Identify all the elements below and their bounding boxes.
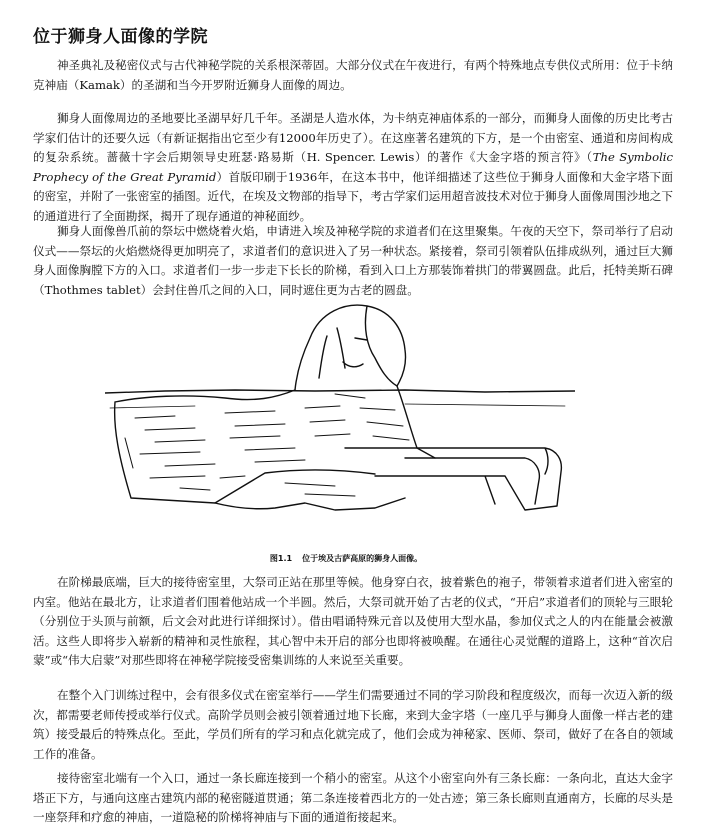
- sphinx-head: [295, 305, 406, 390]
- figure-label: 图1.1: [269, 554, 293, 563]
- figure-caption-text: 位于埃及古萨高原的狮身人面像。: [302, 554, 423, 563]
- paragraph-1: 神圣典礼及秘密仪式与古代神秘学院的关系根深蒂固。大部分仪式在午夜进行，有两个特殊地点专供仪式所用：位于卡纳克神庙（Kamak）的圣湖和当今开罗附近狮身人面像的周边。: [33, 58, 673, 92]
- body-texture: [125, 394, 409, 496]
- paragraph-2: [33, 109, 673, 227]
- page-title: 位于狮身人面像的学院: [33, 27, 208, 47]
- horizon-line: [105, 390, 575, 393]
- paragraph-3: 狮身人面像兽爪前的祭坛中燃烧着火焰，申请进入埃及神秘学院的求道者们在这里聚集。午夜的天空下，祭司举行了启动仪式——祭坛的火焰燃烧得更加明亮了，求道者们的意识进入了另一种状态。紧接着，祭司引领着队伍排成纵列，通过巨大狮身人面像胸膛下方的入口。求道者们一步一步走下长长的阶梯，看到入口上方那装饰着拱门的带翼圆盘。此后，托特美斯石碑（Thothmes tablet）会封住兽爪之间的入口，同时遮住更为古老的圆盘。: [33, 224, 673, 297]
- paragraph-2-text-a: 狮身人面像周边的圣地要比圣湖早好几千年。圣湖是人造水体，为卡纳克神庙体系的一部分，而狮身人面像的历史比考古学家们估计的还要久远（有新证据指出它至少有12000年历史了）。在这座著名建筑的下方，是一个由密室、通道和房间构成的复杂系统。蔷薇十字会后期领导史班瑟·路易斯（H. Spencer. Lewis）的著作《大金字塔的预言符》（: [33, 111, 673, 165]
- paragraph-6: 接待密室北端有一个入口，通过一条长廊连接到一个稍小的密室。从这个小密室向外有三条长廊：一条向北，直达大金字塔正下方，与通向这座古建筑内部的秘密隧道贯通；第二条连接着西北方的一处古迹；第三条长廊则直通南方，长廊的尽头是一座祭拜和疗愈的神庙，一道隐秘的阶梯将神庙与下面的通道衔接起来。: [33, 771, 673, 825]
- paragraph-5: 在整个入门训练过程中，会有很多仪式在密室举行——学生们需要通过不同的学习阶段和程度级次，而每一次迈入新的级次，都需要老师传授或举行仪式。高阶学员则会被引领着通过地下长廊，来到大金字塔（一座几乎与狮身人面像一样古老的建筑）接受最后的特殊点化。至此，学员们所有的学习和点化就完成了，他们会成为神秘家、医师、祭司，做好了在各自的领域工作的准备。: [33, 688, 673, 761]
- sphinx-paws: [345, 448, 561, 510]
- figure-caption: [0, 553, 702, 564]
- sphinx-body: [115, 386, 435, 503]
- paragraph-2-text-b: ）首版印刷于1936年，在这本书中，他详细描述了这些位于狮身人面像和大金字塔下面的密室，并附了一张密室的插图。近代，在埃及文物部的指导下，考古学家们运用超音波技术对位于狮身人面像周围沙地之下的通道进行了全面勘探，揭开了现存通道的神秘面纱。: [33, 169, 673, 223]
- sphinx-base: [215, 498, 405, 510]
- paragraph-4: 在阶梯最底端，巨大的接待密室里，大祭司正站在那里等候。他身穿白衣，披着紫色的袍子，带领着求道者们进入密室的内室。他站在最北方，让求道者们围着他站成一个半圆。然后，大祭司就开始了古老的仪式，“开启”求道者们的顶轮与三眼轮（分别位于头顶与前额，后文会对此进行详细探讨）。借由唱诵特殊元音以及使用大型水晶，参加仪式之人的内在能量会被激活。这些人即将步入崭新的精神和灵性旅程，其心智中未开启的部分也即将被唤醒。在通往心灵觉醒的道路上，这种“首次启蒙”或“伟大启蒙”对那些即将在神秘学院接受密集训练的人来说至关重要。: [33, 575, 673, 668]
- book-title-english: The Symbolic Prophecy of the Great Pyramid: [33, 150, 673, 184]
- sphinx-illustration: [105, 298, 575, 533]
